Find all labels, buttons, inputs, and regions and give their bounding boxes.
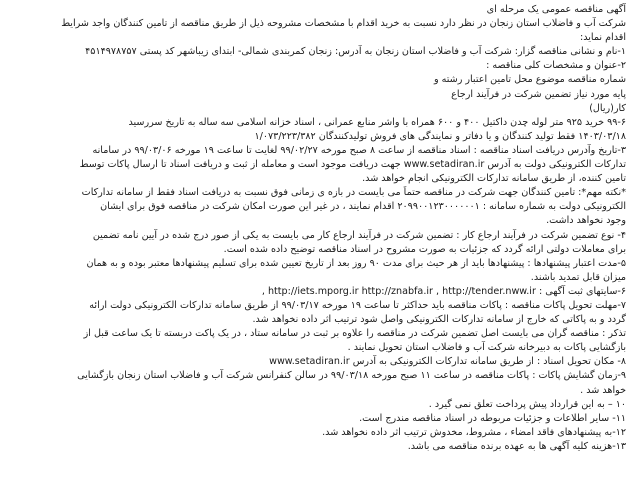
section-2-line: شماره مناقصه موضوع محل تامین اعتبار رشته و <box>433 74 626 86</box>
reminder-line: تذکر : مناقصه گران می بایست اصل تضمین شرکت در مناقصه را علاوه بر ثبت در سامانه ستاد ، در یک پاکت دربسته تا یک ساعت قبل از <box>83 328 626 340</box>
section-2-heading: ۲-عنوان و مشخصات کلی مناقصه : <box>486 60 626 72</box>
section-6-line: ۶-سایتهای ثبت آگهی : http://iets.mporg.ir http://znabfa.ir , http://tender.nww.ir , <box>261 285 626 297</box>
section-5-line: میزان قابل تمدید باشند. <box>530 271 626 283</box>
important-note-line: *نکته مهم*: تامین کنندگان جهت شرکت در مناقصه حتماً می بایست در بازه ی زمانی فوق نسبت به دریافت اسناد فقط از سامانه تدارکات <box>81 187 626 199</box>
notice-title: آگهی مناقصه عمومی یک مرحله ای <box>486 4 626 15</box>
notice-intro-line: شرکت آب و فاضلاب استان زنجان در نظر دارد نسبت به خرید اقدام با مشخصات مشروحه ذیل از طریق مناقصه از تامین کنندگان واجد شرایط <box>61 18 626 30</box>
section-9-line: ۹-زمان گشایش پاکات : پاکات مناقصه در ساعت ۱۱ صبح مورخه ۹۹/۰۳/۱۸ در سالن کنفرانس شرکت آب و فاضلاب استان زنجان بازگشایی <box>77 370 626 382</box>
section-1-line: ۱-نام و نشانی مناقصه گزار: شرکت آب و فاضلاب استان زنجان به آدرس: زنجان کمربندی شمالی- ابتدای زیباشهر کد پستی ۴۵۱۴۹۷۸۷۵۷ <box>85 46 626 58</box>
important-note-line: الکترونیکی دولت به شماره سامانه : ۲۰۹۹۰۰۱۲۳۰۰۰۰۰۰۱ اقدام نمایند ، در غیر این صورت امکان شرکت در مناقصه فوق برای ایشان <box>100 201 626 213</box>
section-3-line: تامین کننده، از طریق سامانه تدارکات الکترونیکی انجام خواهد شد. <box>362 173 626 185</box>
section-8-line: ۸- مکان تحویل اسناد : از طریق سامانه تدارکات الکترونیکی به آدرس www.setadiran.ir <box>269 356 626 368</box>
important-note-line: وجود نخواهد داشت. <box>546 215 626 227</box>
section-11-line: ۱۱- سایر اطلاعات و جزئیات مربوطه در اسناد مناقصه مندرج است. <box>359 412 626 424</box>
section-5-line: ۵-مدت اعتبار پیشنهادها : پیشنهادها باید از هر حیث برای مدت ۹۰ روز بعد از تاریخ تعیین شده برای تسلیم پیشنهادها معتبر بوده و به همان <box>86 257 626 269</box>
section-12-line: ۱۲-به پیشنهادهای فاقد امضاء ، مشروط، مخدوش ترتیب اثر داده نخواهد شد. <box>322 426 626 438</box>
section-2-line: کار(ریال) <box>589 102 626 114</box>
section-7-line: ۷-مهلت تحویل پاکات مناقصه : پاکات مناقصه باید حداکثر تا ساعت ۱۹ مورخه ۹۹/۰۳/۱۷ از طریق سامانه تدارکات الکترونیکی دولت ارائه <box>89 299 626 311</box>
section-2-line: پایه مورد نیاز تضمین شرکت در فرآیند ارجاع <box>451 88 626 100</box>
tender-notice-document <box>8 3 626 454</box>
section-4-line: برای معاملات دولتی ارائه گردد که جزئیات به صورت مشروح در اسناد مناقصه توضیح داده شده است. <box>223 243 626 255</box>
tender-item-line: ۱۴۰۳/۰۳/۱۸ فقط تولید کنندگان و یا دفاتر و نمایندگی های فروش تولیدکنندگان ۱/۰۷۳/۲۲۳/۳۸۲ <box>254 130 626 142</box>
section-13-line: ۱۳-هزینه کلیه آگهی ها به عهده برنده مناقصه می باشد. <box>407 440 626 452</box>
section-7-line: گردد و به پاکاتی که خارج از سامانه تدارکات الکترونیکی واصل شود ترتیب اثر داده نخواهد شد. <box>252 314 626 326</box>
tender-item-line: ۹۹-۶ خرید ۹۲۵ متر لوله چدن داکتیل ۴۰۰ و ۶۰۰ همراه با واشر منابع عمرانی ، اسناد خزانه اسلامی سه ساله به تاریخ سررسید <box>128 116 626 128</box>
reminder-line: بازگشایی پاکات به دبیرخانه شرکت آب و فاضلاب استان تحویل نمایند . <box>347 342 626 354</box>
section-3-line: ۳-تاریخ وآدرس دریافت اسناد مناقصه : اسناد مناقصه از ساعت ۸ صبح مورخه ۹۹/۰۲/۲۷ لغایت تا ساعت ۱۹ مورخه ۹۹/۰۳/۰۶ در سامانه <box>92 144 626 156</box>
section-3-line: تدارکات الکترونیکی دولت به آدرس www.setadiran.ir جهت دریافت موجود است و معامله از ثبت و دریافت اسناد تا ارسال پاکات توسط <box>79 159 626 171</box>
section-9-line: خواهد شد . <box>580 384 626 396</box>
section-4-line: ۴- نوع تضمین شرکت در فرآیند ارجاع کار : تضمین شرکت در فرآیند ارجاع کار می بایست به یکی از صور درج شده در آیین نامه تضمین <box>92 229 626 241</box>
notice-intro-line: اقدام نماید: <box>579 32 626 44</box>
section-10-line: ۱۰ – به این قرارداد پیش پرداخت تعلق نمی گیرد . <box>428 398 626 410</box>
